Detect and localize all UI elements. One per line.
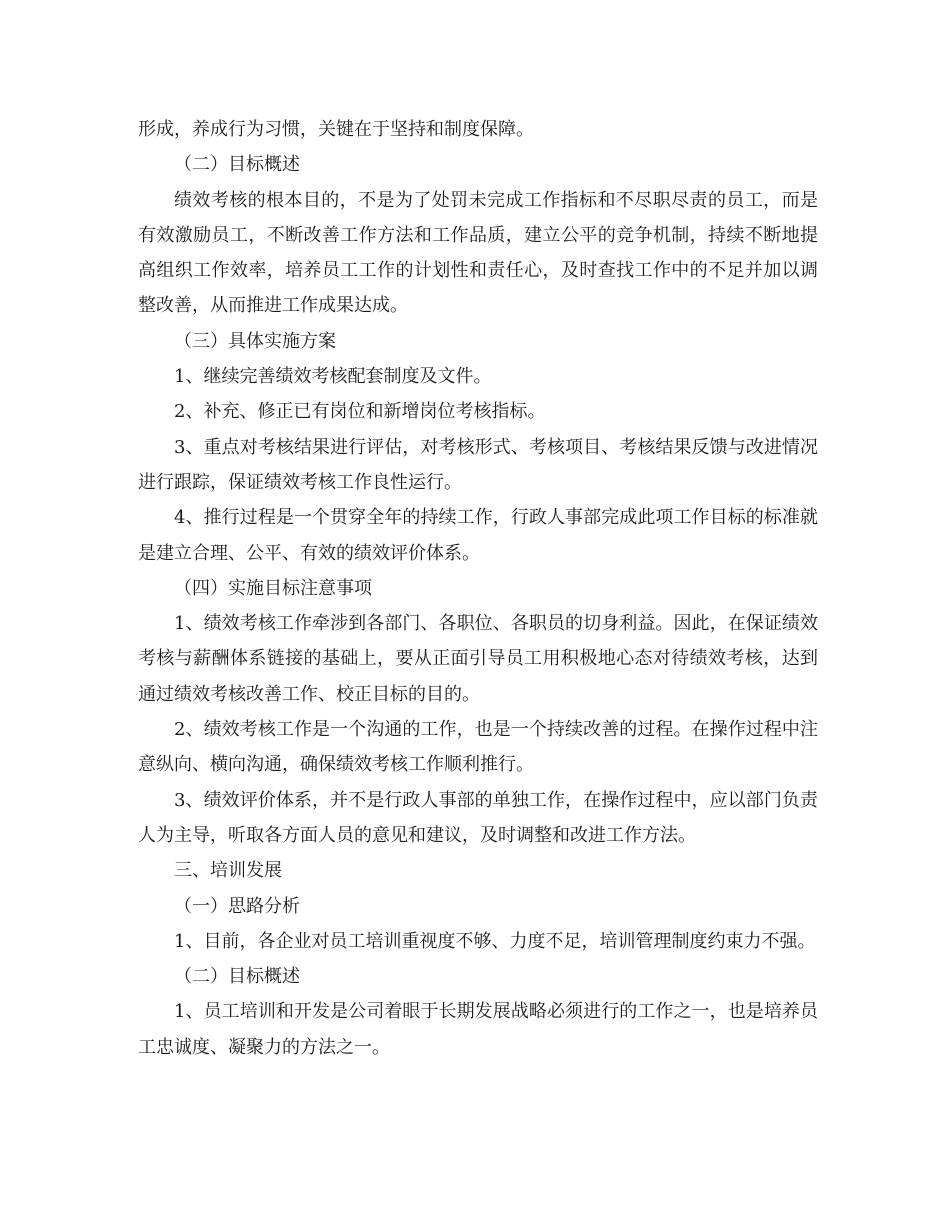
list-item-precaution-1: 1、绩效考核工作牵涉到各部门、各职位、各职员的切身利益。因此，在保证绩效考核与薪酬体系链接的基础上，要从正面引导员工用积极地心态对待绩效考核，达到通过绩效考核改善工作、校正目标的目的。: [138, 613, 818, 705]
heading-goal-overview: （二）目标概述: [174, 154, 300, 176]
list-item-plan-2: 2、补充、修正已有岗位和新增岗位考核指标。: [174, 401, 546, 423]
heading-precautions: （四）实施目标注意事项: [174, 577, 372, 599]
list-item-goal-1: 1、员工培训和开发是公司着眼于长期发展战略必须进行的工作之一，也是培养员工忠诚度、凝聚力的方法之一。: [138, 1001, 818, 1058]
list-item-plan-1: 1、继续完善绩效考核配套制度及文件。: [174, 366, 492, 388]
paragraph-continuation: 形成，养成行为习惯，关键在于坚持和制度保障。: [138, 119, 534, 140]
heading-analysis: （一）思路分析: [174, 895, 300, 917]
heading-goal-overview-2: （二）目标概述: [174, 966, 300, 988]
list-item-plan-3: 3、重点对考核结果进行评估，对考核形式、考核项目、考核结果反馈与改进情况进行跟踪，保证绩效考核工作良性运行。: [138, 436, 818, 493]
heading-implementation-plan: （三）具体实施方案: [174, 330, 336, 352]
list-item-plan-4: 4、推行过程是一个贯穿全年的持续工作，行政人事部完成此项工作目标的标准就是建立合理、公平、有效的绩效评价体系。: [138, 507, 818, 564]
document-body: [138, 112, 818, 1065]
list-item-precaution-3: 3、绩效评价体系，并不是行政人事部的单独工作，在操作过程中，应以部门负责人为主导，听取各方面人员的意见和建议，及时调整和改进工作方法。: [138, 789, 818, 846]
heading-training-development: 三、培训发展: [174, 860, 282, 882]
list-item-precaution-2: 2、绩效考核工作是一个沟通的工作，也是一个持续改善的过程。在操作过程中注意纵向、横向沟通，确保绩效考核工作顺利推行。: [138, 719, 818, 776]
paragraph-performance-purpose: 绩效考核的根本目的，不是为了处罚未完成工作指标和不尽职尽责的员工，而是有效激励员工，不断改善工作方法和工作品质，建立公平的竞争机制，持续不断地提高组织工作效率，培养员工工作的计划性和责任心，及时查找工作中的不足并加以调整改善，从而推进工作成果达成。: [138, 189, 818, 317]
list-item-analysis-1: 1、目前，各企业对员工培训重视度不够、力度不足，培训管理制度约束力不强。: [174, 930, 816, 952]
